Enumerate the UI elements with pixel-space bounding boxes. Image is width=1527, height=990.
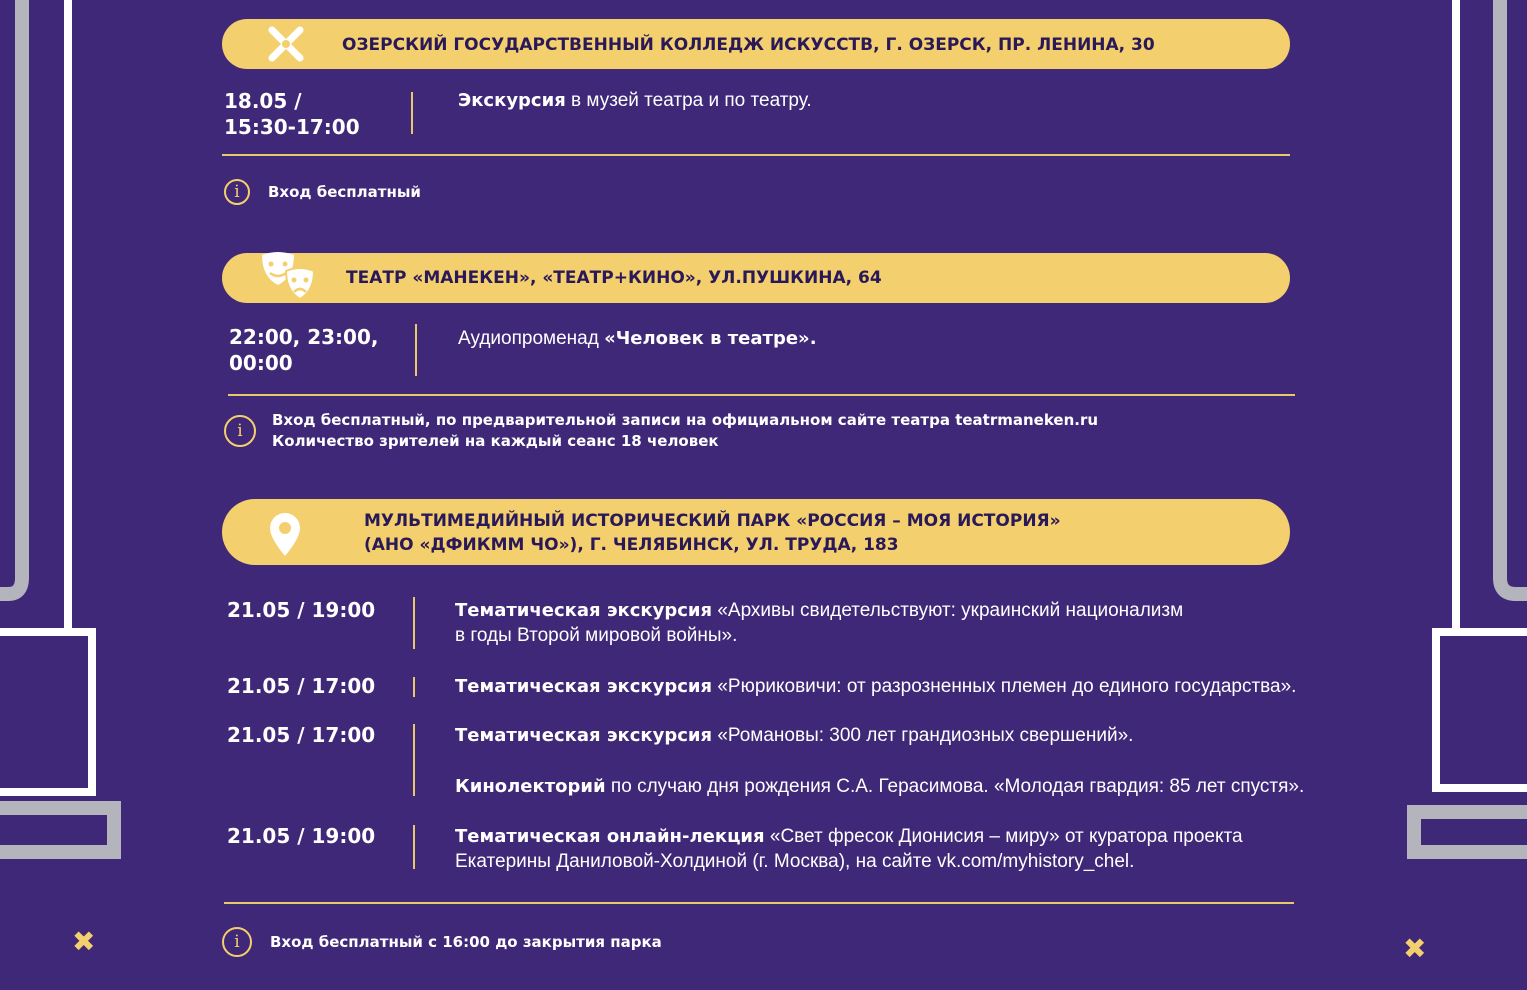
event-type: «Человек в театре». [604,328,817,349]
venue-title: ТЕАТР «МАНЕКЕН», «ТЕАТР+КИНО», УЛ.ПУШКИНА, 64 [346,268,882,288]
event-type: Тематическая онлайн-лекция [455,826,765,847]
event-date [224,88,360,140]
event-description [458,326,817,351]
info-icon: i [222,927,252,957]
vertical-divider [413,825,415,869]
right-frame-decoration [1400,0,1527,990]
decorative-x-mark-left: ✖ [72,925,96,958]
event-date [229,324,378,376]
event-date: 21.05 / 19:00 [227,824,376,848]
crossed-tools-icon [266,26,306,62]
info-note [222,927,662,957]
event-description [455,674,1296,699]
event-type: Кинолекторий [455,776,606,797]
horizontal-divider [228,394,1295,396]
event-details: Екатерины Даниловой-Холдиной (г. Москва), на сайте vk.com/myhistory_chel. [455,851,1135,872]
event-details: Аудиопроменад [458,328,605,349]
info-line: Количество зрителей на каждый сеанс 18 человек [272,432,719,450]
vertical-divider [415,324,417,376]
event-type: Экскурсия [458,90,566,111]
event-date-line: 18.05 / [224,89,302,113]
event-date-line: 00:00 [229,351,293,375]
venue-banner-history-park [222,499,1290,565]
event-type: Тематическая экскурсия [455,676,713,697]
event-date: 21.05 / 19:00 [227,598,376,622]
event-date: 21.05 / 17:00 [227,723,376,747]
event-details: в музей театра и по театру. [565,90,812,111]
decorative-x-mark-right: ✖ [1403,932,1427,965]
info-icon: i [224,179,250,205]
horizontal-divider [222,154,1290,156]
event-details: по случаю дня рождения С.А. Герасимова. «Молодая гвардия: 85 лет спустя». [605,776,1305,797]
event-description [455,824,1243,874]
event-type: Тематическая экскурсия [455,600,713,621]
vertical-divider [413,597,415,649]
left-frame-decoration [0,0,130,990]
event-description [455,598,1183,648]
venue-title-line: (АНО «ДФИКММ ЧО»), Г. ЧЕЛЯБИНСК, УЛ. ТРУДА, 183 [364,535,899,555]
venue-banner-college [222,19,1290,69]
event-date: 21.05 / 17:00 [227,674,376,698]
event-details: «Рюриковичи: от разрозненных племен до единого государства». [712,676,1297,697]
event-date-line: 15:30-17:00 [224,115,360,139]
info-line: Вход бесплатный, по предварительной записи на официальном сайте театра teatrmaneken.ru [272,411,1099,429]
horizontal-divider [224,902,1294,904]
info-icon: i [224,415,256,447]
event-description [455,774,1304,799]
venue-title: ОЗЕРСКИЙ ГОСУДАРСТВЕННЫЙ КОЛЛЕДЖ ИСКУССТВ, Г. ОЗЕРСК, ПР. ЛЕНИНА, 30 [342,35,1155,55]
theater-masks-icon [260,251,318,301]
event-description [455,723,1133,748]
venue-banner-theater [222,253,1290,303]
vertical-divider [411,92,413,134]
event-description [458,88,812,113]
event-details: «Свет фресок Дионисия – миру» от куратора проекта [764,826,1243,847]
event-details: «Архивы свидетельствуют: украинский национализм [712,600,1184,621]
info-note [224,179,421,205]
vertical-divider [413,677,415,697]
venue-title-line: МУЛЬТИМЕДИЙНЫЙ ИСТОРИЧЕСКИЙ ПАРК «РОССИЯ – МОЯ ИСТОРИЯ» [364,511,1061,531]
event-details: «Романовы: 300 лет грандиозных свершений». [712,725,1134,746]
info-text [272,410,1098,452]
vertical-divider [413,724,415,796]
info-text: Вход бесплатный с 16:00 до закрытия парка [270,932,662,951]
event-details: в годы Второй мировой войны». [455,625,738,646]
info-note [224,410,1098,452]
event-date-line: 22:00, 23:00, [229,325,379,349]
info-text: Вход бесплатный [268,182,421,201]
event-type: Тематическая экскурсия [455,725,713,746]
venue-title [364,509,1061,557]
map-pin-icon [268,512,302,556]
